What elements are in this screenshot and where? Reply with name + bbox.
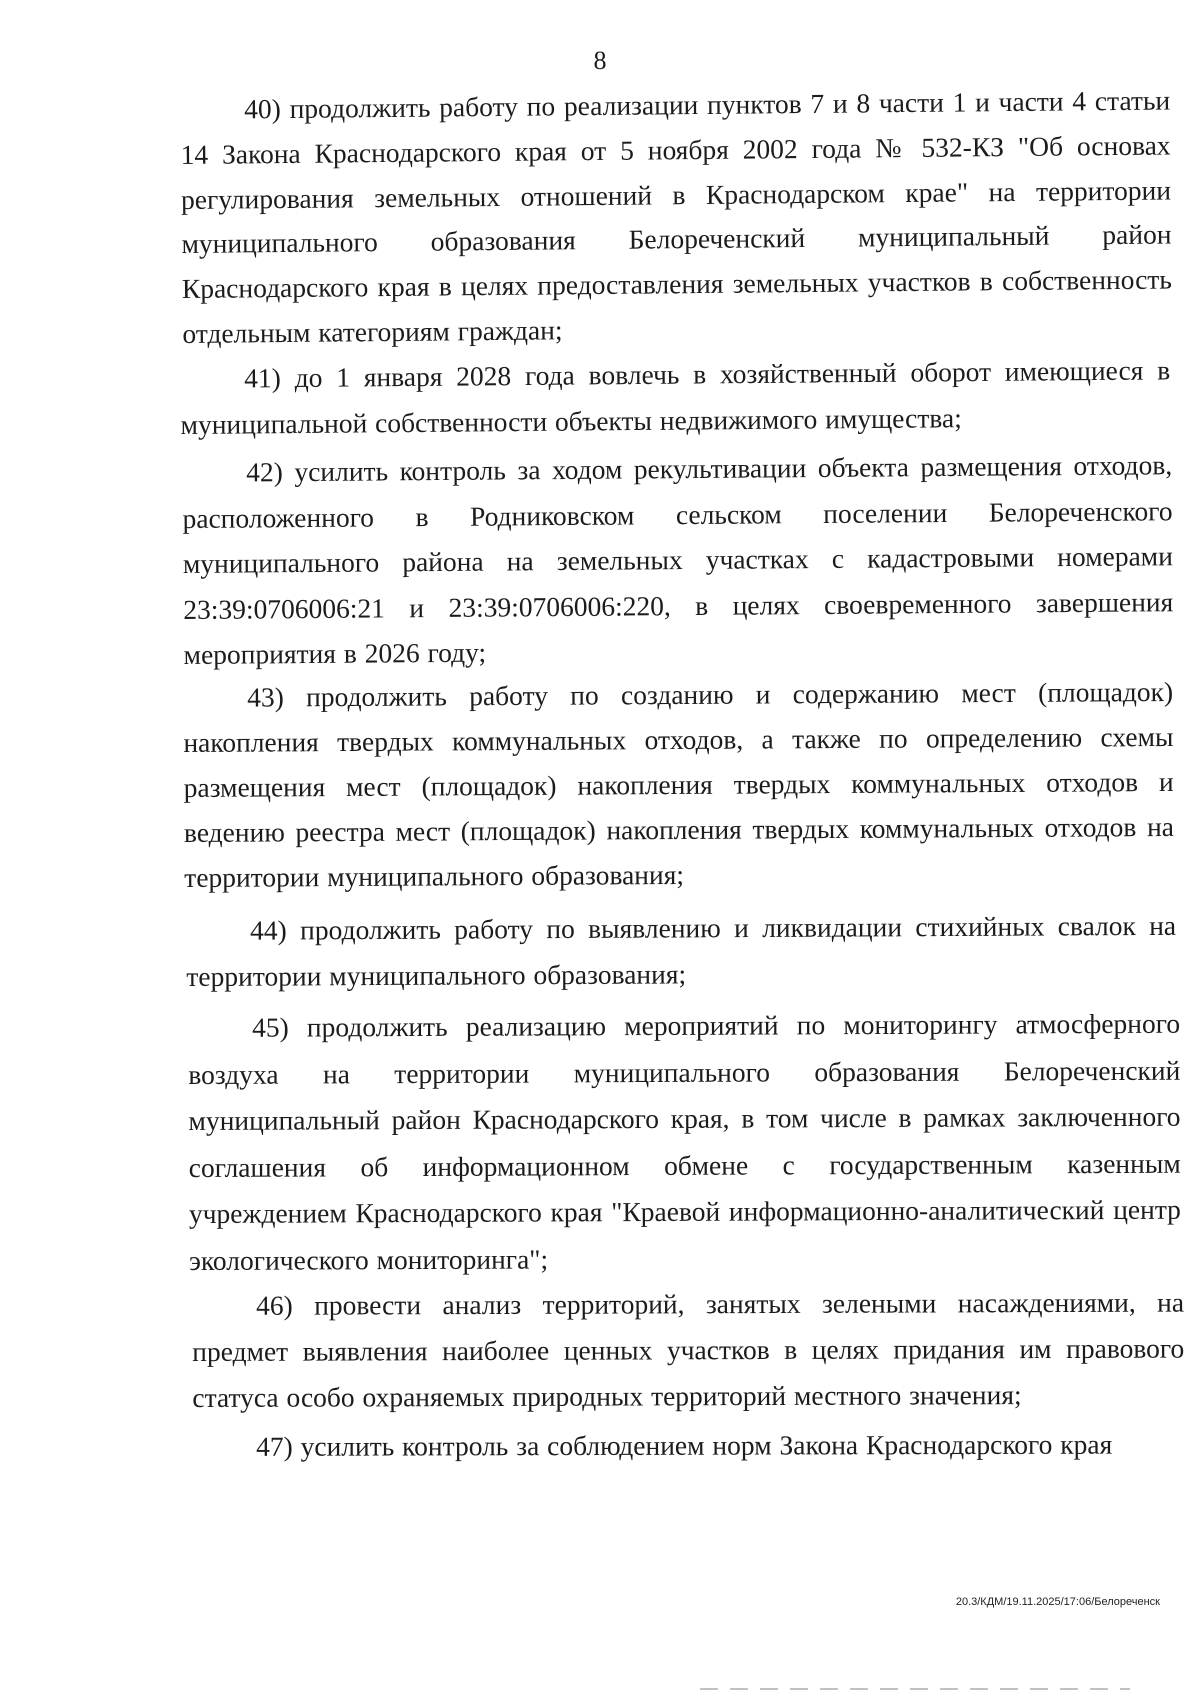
registration-stamp: 20.3/КДМ/19.11.2025/17:06/Белореченск	[955, 1596, 1160, 1608]
list-item-46-text: 46) провести анализ территорий, занятых зелеными насаждениями, на предмет выявления наиболее ценных участков в целях придания им правового статуса особо охраняемых природных территорий местного значения;	[192, 1286, 1185, 1414]
list-item-46	[192, 1280, 1184, 1422]
list-item-45	[188, 1001, 1181, 1285]
scan-edge-artifact	[700, 1688, 1130, 1690]
list-item-40-text: 40) продолжить работу по реализации пунктов 7 и 8 части 1 и части 4 статьи 14 Закона Краснодарского края от 5 ноября 2002 года № 532-КЗ "Об основах регулирования земельных отношений в Краснодарском крае" на территории муниципального образования Белореченский муниципальный район Краснодарского края в целях предоставления земельных участков в собственность отдельным категориям граждан;	[180, 84, 1173, 349]
list-item-43	[183, 669, 1174, 900]
list-item-47	[192, 1421, 1184, 1470]
list-item-41	[180, 347, 1171, 448]
list-item-42-text: 42) усилить контроль за ходом рекультивации объекта размещения отходов, расположенного в Родниковском сельском поселении Белореченского муниципального района на земельных участках с кадастровыми номерами 23:39:0706006:21 и 23:39:0706006:220, в целях своевременного завершения мероприятия в 2026 году;	[182, 449, 1174, 671]
list-item-42	[182, 442, 1174, 678]
list-item-41-text: 41) до 1 января 2028 года вовлечь в хозяйственный оборот имеющиеся в муниципальной собственности объекты недвижимого имущества;	[180, 354, 1171, 440]
list-item-47-text: 47) усилить контроль за соблюдением норм Закона Краснодарского края	[256, 1428, 1113, 1462]
list-item-44-text: 44) продолжить работу по выявлению и ликвидации стихийных свалок на территории муниципального образования;	[186, 909, 1177, 992]
list-item-44	[186, 903, 1176, 1000]
page-number: 8	[593, 46, 607, 75]
list-item-45-text: 45) продолжить реализацию мероприятий по мониторингу атмосферного воздуха на территории муниципального образования Белореченский муниципальный район Краснодарского края, в том числе в рамках заключенного соглашения об информационном обмене с государственным казенным учреждением Краснодарского края "Краевой информационно-аналитический центр экологического мониторинга";	[188, 1007, 1181, 1276]
list-item-43-text: 43) продолжить работу по созданию и содержанию мест (площадок) накопления твердых коммунальных отходов, а также по определению схемы размещения мест (площадок) накопления твердых коммунальных отходов и ведению реестра мест (площадок) накопления твердых коммунальных отходов на территории муниципального образования;	[183, 675, 1175, 893]
list-item-40	[180, 78, 1173, 356]
